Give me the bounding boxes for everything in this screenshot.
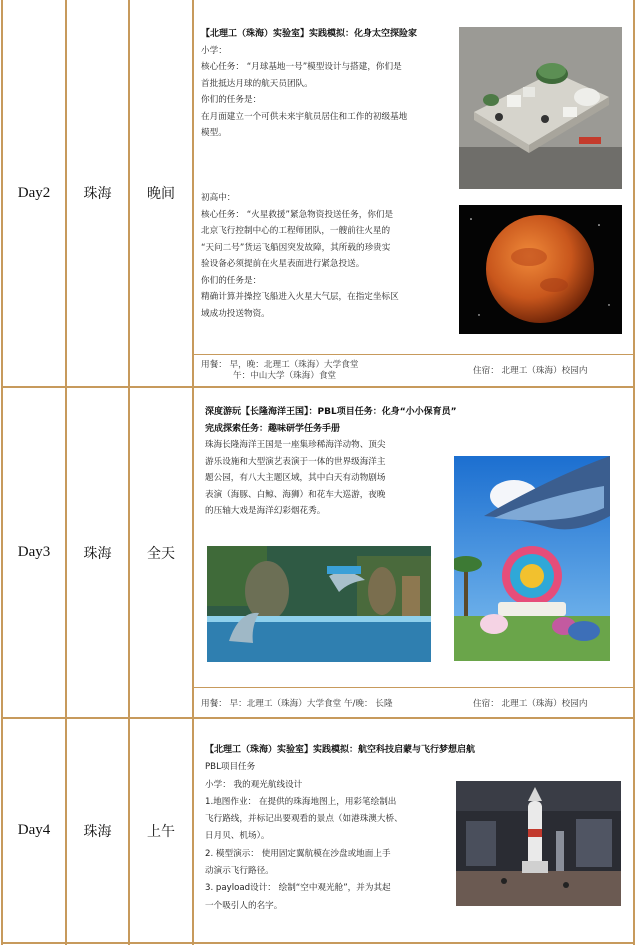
activity-line: 你们的任务是： [201,95,262,105]
activity-line: 的压轴大戏是海洋幻彩烟花秀。 [205,506,326,516]
activity-line: 核心任务： “月球基地一号”模型设计与搭建，你们是 [201,62,402,72]
activity-line: 核心任务： “火星救援”紧急物资投送任务，你们是 [201,209,394,220]
activity-title: 【北理工（珠海）实验室】实践模拟：航空科技启蒙与飞行梦想启航 [205,745,476,755]
activity-line: 小学： 我的观光航线设计 [205,779,303,790]
chimelong-ocean-kingdom-entrance-photo [454,456,610,661]
activity-line: 2. 模型演示： 使用固定翼航模在沙盘或地面上手 [205,848,391,859]
activity-line: 小学： [201,45,227,56]
activity-line: 游乐设施和大型演艺表演于一体的世界级海洋主 [205,456,386,467]
activity-line: 一个吸引人的名字。 [205,900,283,911]
day-label: Day2 [17,184,51,201]
activity-line: 初高中： [201,193,236,203]
day4-text-block [205,742,475,915]
day3-meals: 用餐： 早：北理工（珠海）大学食堂 午/晚： 长隆 [201,699,393,709]
activity-line: 首批抵达月球的航天员团队。 [201,78,313,89]
city-label: 珠海 [83,545,112,562]
day3-footer-divider [193,687,634,688]
activity-line: 3. payload设计： 绘制“空中观光舱”，并为其起 [205,883,391,894]
day3-text-block [205,404,457,520]
table-border-bottom [1,942,635,944]
day2-secondary-block [201,190,399,322]
activity-title: 深度游玩【长隆海洋王国】：PBL项目任务：化身“小小保育员” [205,407,457,417]
activity-line: 表演（海豚、白鲸、海狮）和花车大巡游，夜晚 [205,489,386,500]
activity-line: “天问二号”货运飞船因突发故障，其所载的珍贵实 [201,242,391,253]
activity-line: 飞行路线，并标记出要观看的景点（如港珠澳大桥、 [205,814,403,825]
activity-line: 珠海长隆海洋王国是一座集珍稀海洋动物、顶尖 [205,440,386,450]
activity-line: 模型。 [201,128,227,138]
meals-line: 午：中山大学（珠海）食堂 [233,371,337,381]
moon-base-model-photo [459,27,622,189]
activity-line: 日月贝、机场）。 [205,831,270,842]
activity-line: 验设备必须提前在火星表面进行紧急投送。 [201,259,365,269]
activity-line: 你们的任务是： [201,275,262,286]
activity-line: 北京飞行控制中心的工程师团队，一艘前往火星的 [201,226,391,236]
time-label: 上午 [147,823,175,840]
activity-subtitle: 完成探索任务：趣味研学任务手册 [205,423,341,434]
table-border-right [633,0,635,945]
activity-line: 精确计算并操控飞船进入火星大气层，在指定坐标区 [201,292,399,302]
day2-footer-divider [193,354,634,355]
activity-line: 题公园，有八大主题区域，其中白天有动物剧场 [205,473,386,483]
day-label: Day3 [17,544,51,560]
meals-line: 用餐： 早，晚：北理工（珠海）大学食堂 [201,360,359,370]
time-label: 全天 [147,545,175,562]
city-label: 珠海 [83,823,112,840]
col-divider-3 [192,0,194,945]
aviation-museum-rocket-photo [456,781,621,906]
activity-line: 动演示飞行路径。 [205,866,274,877]
day2-primary-block [201,26,417,142]
day2-stay: 住宿： 北理工（珠海）校园内 [473,366,588,376]
city-label: 珠海 [83,186,112,202]
activity-line: PBL项目任务 [205,762,256,773]
time-label: 晚间 [147,186,175,202]
activity-line: 域成功投送物资。 [201,308,270,319]
mars-photo [459,205,622,334]
activity-line: 在月面建立一个可供未来宇航员居住和工作的初级基地 [201,111,408,122]
day2-meals [201,360,358,382]
day-label: Day4 [17,822,51,838]
day3-stay: 住宿： 北理工（珠海）校园内 [473,699,588,709]
activity-title: 【北理工（珠海）实验室】实践模拟：化身太空探险家 [201,29,418,39]
activity-line: 1.地图作业： 在提供的珠海地图上，用彩笔绘制出 [205,796,397,807]
chimelong-dolphin-show-photo [207,546,431,662]
